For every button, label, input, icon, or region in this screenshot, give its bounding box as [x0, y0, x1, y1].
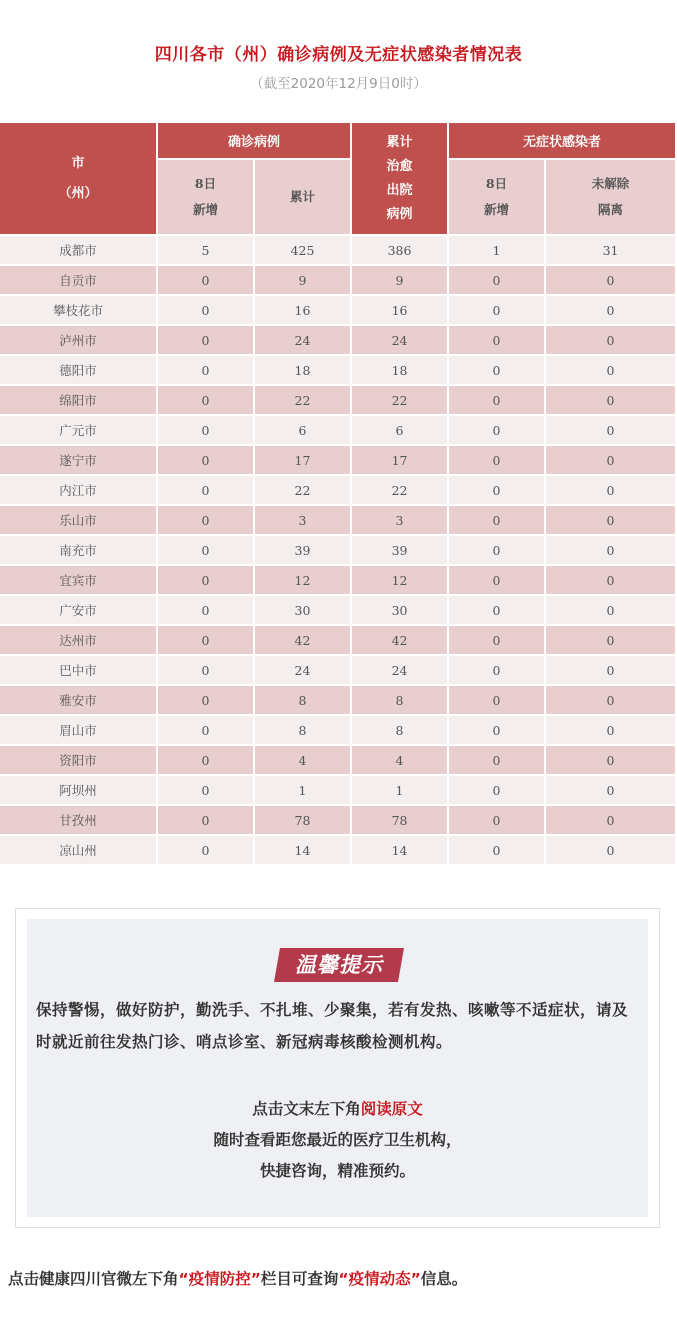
- table-row: [0, 745, 675, 775]
- new-asymptomatic-cell: 0: [448, 355, 545, 385]
- new-confirmed-cell: 0: [157, 475, 254, 505]
- new-confirmed-cell: 0: [157, 775, 254, 805]
- new-asymptomatic-cell: 0: [448, 385, 545, 415]
- table-row: [0, 265, 675, 295]
- new-confirmed-cell: 0: [157, 595, 254, 625]
- isolated-asymptomatic-cell: 0: [545, 355, 675, 385]
- cured-cell: 12: [351, 565, 448, 595]
- cured-cell: 42: [351, 625, 448, 655]
- table-row: [0, 385, 675, 415]
- cured-cell: 24: [351, 325, 448, 355]
- city-cell: 阿坝州: [0, 775, 157, 805]
- cured-cell: 8: [351, 715, 448, 745]
- new-confirmed-cell: 0: [157, 565, 254, 595]
- total-confirmed-cell: 425: [254, 235, 351, 265]
- total-confirmed-cell: 1: [254, 775, 351, 805]
- city-cell: 广安市: [0, 595, 157, 625]
- new-confirmed-cell: 0: [157, 415, 254, 445]
- cured-cell: 14: [351, 835, 448, 865]
- cured-cell: 4: [351, 745, 448, 775]
- new-asymptomatic-cell: 0: [448, 325, 545, 355]
- isolated-asymptomatic-cell: 0: [545, 505, 675, 535]
- isolated-asymptomatic-cell: 0: [545, 685, 675, 715]
- city-cell: 资阳市: [0, 745, 157, 775]
- new-confirmed-cell: 0: [157, 505, 254, 535]
- city-cell: 眉山市: [0, 715, 157, 745]
- table-row: [0, 835, 675, 865]
- city-cell: 南充市: [0, 535, 157, 565]
- total-confirmed-cell: 24: [254, 325, 351, 355]
- table-row: [0, 655, 675, 685]
- total-confirmed-cell: 6: [254, 415, 351, 445]
- new-asymptomatic-cell: 0: [448, 565, 545, 595]
- total-confirmed-cell: 9: [254, 265, 351, 295]
- city-cell: 达州市: [0, 625, 157, 655]
- page-title: 四川各市（州）确诊病例及无症状感染者情况表: [154, 45, 523, 65]
- city-cell: 内江市: [0, 475, 157, 505]
- city-cell: 自贡市: [0, 265, 157, 295]
- header-city: 市 （州）: [0, 123, 157, 235]
- city-cell: 绵阳市: [0, 385, 157, 415]
- isolated-asymptomatic-cell: 0: [545, 805, 675, 835]
- isolated-asymptomatic-cell: 0: [545, 475, 675, 505]
- isolated-asymptomatic-cell: 0: [545, 565, 675, 595]
- new-asymptomatic-cell: 0: [448, 775, 545, 805]
- total-confirmed-cell: 30: [254, 595, 351, 625]
- isolated-asymptomatic-cell: 0: [545, 715, 675, 745]
- new-confirmed-cell: 0: [157, 445, 254, 475]
- new-confirmed-cell: 0: [157, 625, 254, 655]
- total-confirmed-cell: 39: [254, 535, 351, 565]
- header-total-confirmed: 累计: [254, 159, 351, 235]
- isolated-asymptomatic-cell: 0: [545, 325, 675, 355]
- total-confirmed-cell: 12: [254, 565, 351, 595]
- isolated-asymptomatic-cell: 31: [545, 235, 675, 265]
- new-asymptomatic-cell: 0: [448, 505, 545, 535]
- city-cell: 乐山市: [0, 505, 157, 535]
- new-asymptomatic-cell: 0: [448, 475, 545, 505]
- isolated-asymptomatic-cell: 0: [545, 535, 675, 565]
- new-confirmed-cell: 0: [157, 355, 254, 385]
- footer-note: 点击健康四川官微左下角“疫情防控”栏目可查询“疫情动态”信息。: [8, 1270, 468, 1288]
- city-cell: 广元市: [0, 415, 157, 445]
- cured-cell: 386: [351, 235, 448, 265]
- new-asymptomatic-cell: 0: [448, 715, 545, 745]
- tip-line1-prefix: 点击文末左下角: [252, 1100, 361, 1118]
- cured-cell: 22: [351, 385, 448, 415]
- isolated-asymptomatic-cell: 0: [545, 775, 675, 805]
- cured-cell: 1: [351, 775, 448, 805]
- cured-cell: 9: [351, 265, 448, 295]
- table-row: [0, 355, 675, 385]
- cured-cell: 16: [351, 295, 448, 325]
- cured-cell: 6: [351, 415, 448, 445]
- new-confirmed-cell: 0: [157, 685, 254, 715]
- new-confirmed-cell: 0: [157, 295, 254, 325]
- new-asymptomatic-cell: 0: [448, 445, 545, 475]
- new-confirmed-cell: 0: [157, 835, 254, 865]
- total-confirmed-cell: 4: [254, 745, 351, 775]
- isolated-asymptomatic-cell: 0: [545, 445, 675, 475]
- header-isolated-asymptomatic: 未解除 隔离: [545, 159, 675, 235]
- table-row: [0, 325, 675, 355]
- header-cured: 累计 治愈 出院 病例: [351, 123, 448, 235]
- cured-cell: 24: [351, 655, 448, 685]
- new-asymptomatic-cell: 0: [448, 805, 545, 835]
- new-confirmed-cell: 0: [157, 325, 254, 355]
- tip-line2: 随时查看距您最近的医疗卫生机构，: [213, 1131, 462, 1149]
- table-row: [0, 475, 675, 505]
- new-asymptomatic-cell: 0: [448, 265, 545, 295]
- tip-paragraph: 保持警惕，做好防护，勤洗手、不扎堆、少聚集，若有发热、咳嗽等不适症状，请及时就近前往发热门诊、哨点诊室、新冠病毒核酸检测机构。: [36, 1001, 629, 1051]
- isolated-asymptomatic-cell: 0: [545, 415, 675, 445]
- city-cell: 宜宾市: [0, 565, 157, 595]
- table-row: [0, 535, 675, 565]
- new-asymptomatic-cell: 0: [448, 835, 545, 865]
- table-row: [0, 595, 675, 625]
- table-row: [0, 685, 675, 715]
- total-confirmed-cell: 8: [254, 715, 351, 745]
- new-asymptomatic-cell: 0: [448, 295, 545, 325]
- new-asymptomatic-cell: 0: [448, 625, 545, 655]
- city-cell: 泸州市: [0, 325, 157, 355]
- table-row: [0, 505, 675, 535]
- isolated-asymptomatic-cell: 0: [545, 385, 675, 415]
- table-row: [0, 295, 675, 325]
- new-confirmed-cell: 5: [157, 235, 254, 265]
- table-body: [0, 235, 675, 865]
- cured-cell: 78: [351, 805, 448, 835]
- new-confirmed-cell: 0: [157, 535, 254, 565]
- tip-panel: [27, 919, 648, 1217]
- tip-instructions: [27, 1094, 648, 1187]
- cured-cell: 39: [351, 535, 448, 565]
- cured-cell: 18: [351, 355, 448, 385]
- total-confirmed-cell: 22: [254, 475, 351, 505]
- total-confirmed-cell: 14: [254, 835, 351, 865]
- city-cell: 遂宁市: [0, 445, 157, 475]
- total-confirmed-cell: 22: [254, 385, 351, 415]
- city-cell: 巴中市: [0, 655, 157, 685]
- total-confirmed-cell: 8: [254, 685, 351, 715]
- new-asymptomatic-cell: 0: [448, 745, 545, 775]
- total-confirmed-cell: 17: [254, 445, 351, 475]
- header-asymptomatic-group: 无症状感染者: [448, 123, 675, 159]
- city-cell: 雅安市: [0, 685, 157, 715]
- cases-table: [0, 123, 675, 866]
- new-confirmed-cell: 0: [157, 265, 254, 295]
- cured-cell: 8: [351, 685, 448, 715]
- total-confirmed-cell: 24: [254, 655, 351, 685]
- isolated-asymptomatic-cell: 0: [545, 265, 675, 295]
- total-confirmed-cell: 18: [254, 355, 351, 385]
- city-cell: 甘孜州: [0, 805, 157, 835]
- total-confirmed-cell: 78: [254, 805, 351, 835]
- city-cell: 攀枝花市: [0, 295, 157, 325]
- new-confirmed-cell: 0: [157, 745, 254, 775]
- cured-cell: 3: [351, 505, 448, 535]
- tip-badge: 温馨提示: [274, 948, 404, 982]
- city-cell: 成都市: [0, 235, 157, 265]
- isolated-asymptomatic-cell: 0: [545, 295, 675, 325]
- total-confirmed-cell: 16: [254, 295, 351, 325]
- table-row: [0, 445, 675, 475]
- new-asymptomatic-cell: 0: [448, 415, 545, 445]
- table-row: [0, 805, 675, 835]
- table-row: [0, 715, 675, 745]
- new-asymptomatic-cell: 1: [448, 235, 545, 265]
- isolated-asymptomatic-cell: 0: [545, 745, 675, 775]
- cured-cell: 22: [351, 475, 448, 505]
- table-row: [0, 235, 675, 265]
- new-asymptomatic-cell: 0: [448, 685, 545, 715]
- header-confirmed-group: 确诊病例: [157, 123, 351, 159]
- isolated-asymptomatic-cell: 0: [545, 595, 675, 625]
- new-asymptomatic-cell: 0: [448, 595, 545, 625]
- read-original-link[interactable]: 阅读原文: [360, 1100, 423, 1118]
- epidemic-control-highlight: “疫情防控”: [178, 1270, 261, 1288]
- isolated-asymptomatic-cell: 0: [545, 655, 675, 685]
- table-row: [0, 625, 675, 655]
- cured-cell: 17: [351, 445, 448, 475]
- city-cell: 德阳市: [0, 355, 157, 385]
- new-confirmed-cell: 0: [157, 385, 254, 415]
- isolated-asymptomatic-cell: 0: [545, 625, 675, 655]
- city-cell: 凉山州: [0, 835, 157, 865]
- new-confirmed-cell: 0: [157, 655, 254, 685]
- tip-line3: 快捷咨询，精准预约。: [259, 1162, 415, 1180]
- new-asymptomatic-cell: 0: [448, 535, 545, 565]
- page-subtitle: （截至2020年12月9日0时）: [250, 76, 427, 92]
- table-row: [0, 415, 675, 445]
- epidemic-news-highlight: “疫情动态”: [338, 1270, 421, 1288]
- header-new-asymptomatic: 8日 新增: [448, 159, 545, 235]
- total-confirmed-cell: 42: [254, 625, 351, 655]
- header-new-confirmed: 8日 新增: [157, 159, 254, 235]
- new-confirmed-cell: 0: [157, 715, 254, 745]
- new-asymptomatic-cell: 0: [448, 655, 545, 685]
- table-row: [0, 565, 675, 595]
- total-confirmed-cell: 3: [254, 505, 351, 535]
- new-confirmed-cell: 0: [157, 805, 254, 835]
- isolated-asymptomatic-cell: 0: [545, 835, 675, 865]
- cured-cell: 30: [351, 595, 448, 625]
- table-row: [0, 775, 675, 805]
- tip-box: [15, 908, 660, 1228]
